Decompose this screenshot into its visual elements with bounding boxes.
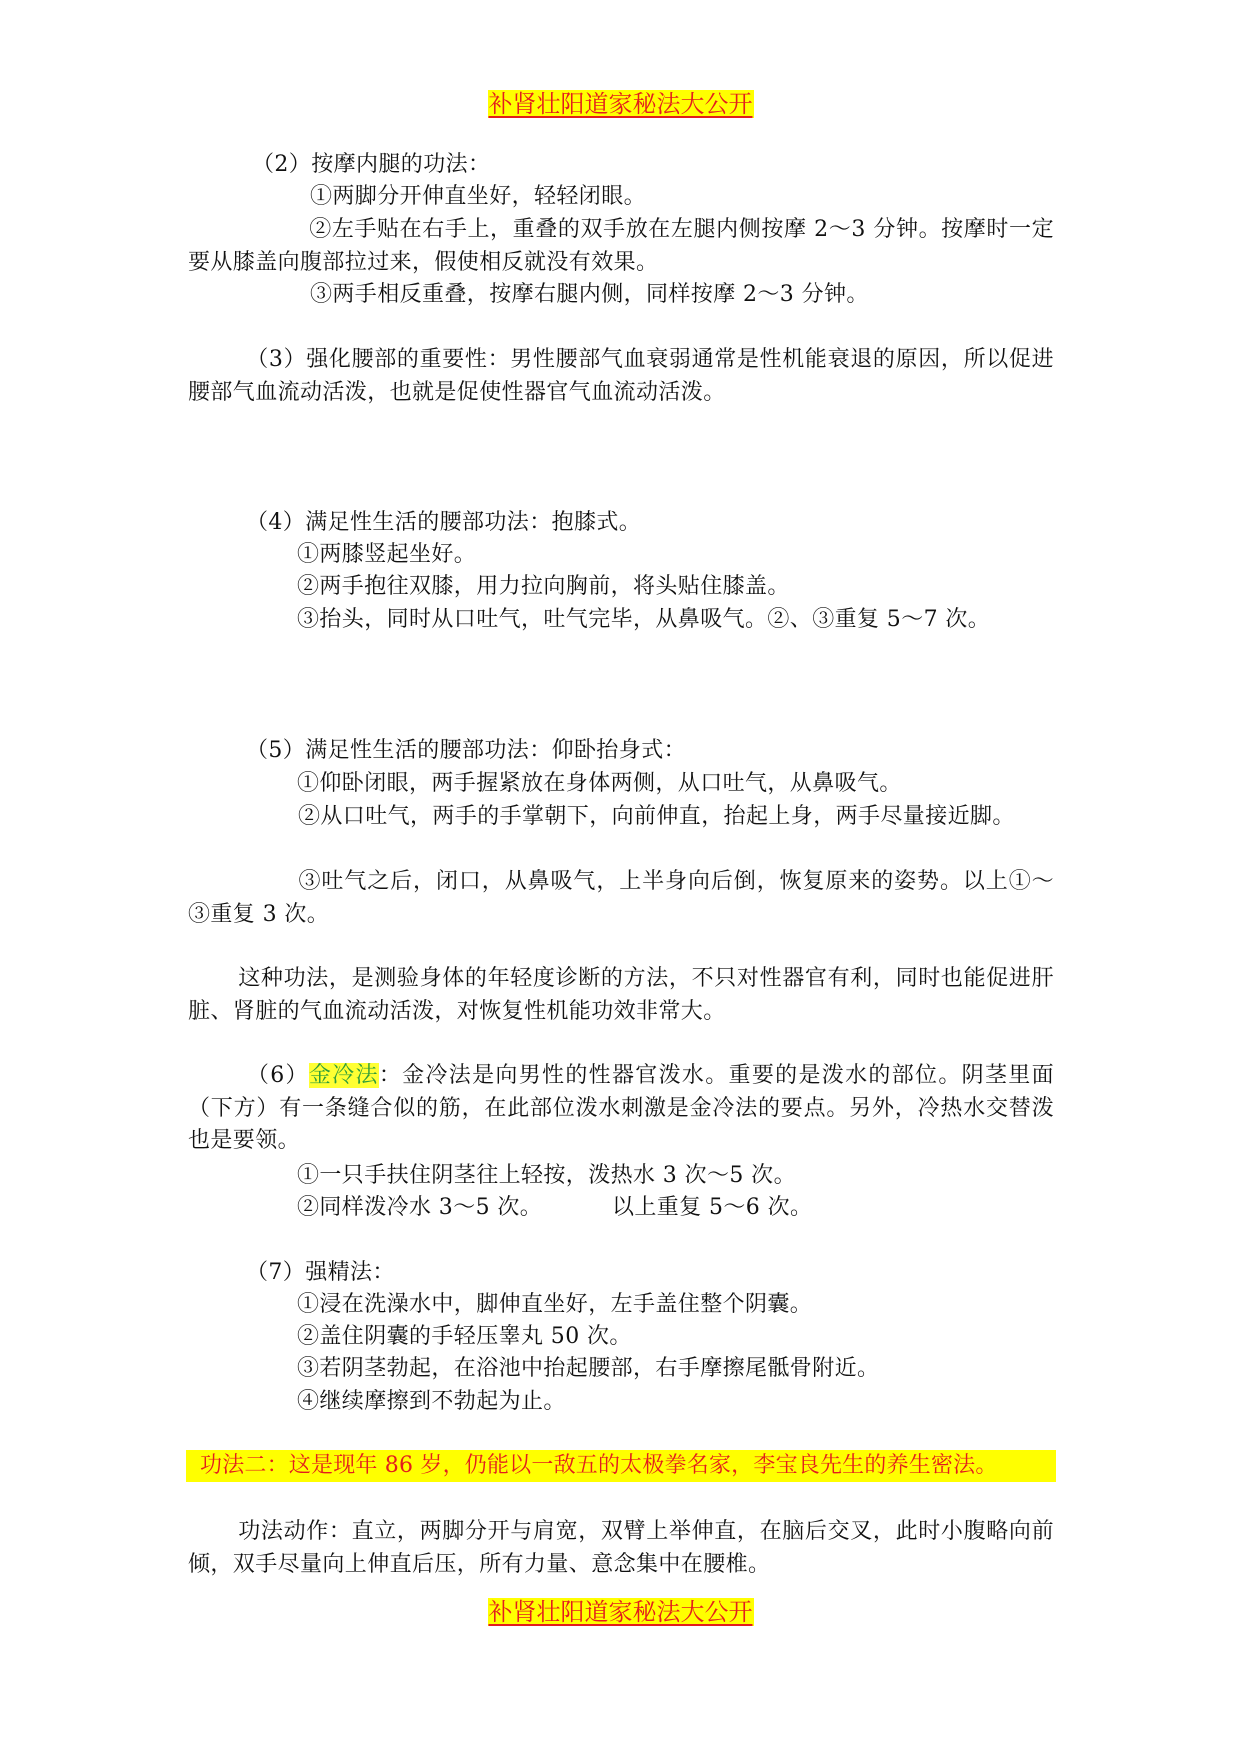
footer-title-text: 补肾壮阳道家秘法大公开 bbox=[488, 1598, 753, 1626]
sec4-step2: ②两手抱往双膝，用力拉向胸前，将头贴住膝盖。 bbox=[297, 574, 790, 599]
sec2-step2 bbox=[188, 214, 1054, 279]
sec5-step3-text: ③吐气之后，闭口，从鼻吸气，上半身向后倒，恢复原来的姿势。以上①～③重复 3 次。 bbox=[188, 869, 1054, 927]
sec7-step3: ③若阴茎勃起，在浴池中抬起腰部，右手摩擦尾骶骨附近。 bbox=[297, 1356, 880, 1381]
sec6-step1: ①一只手扶住阴茎往上轻按，泼热水 3 次～5 次。 bbox=[297, 1163, 796, 1188]
header-title bbox=[0, 88, 1241, 120]
note-paragraph bbox=[188, 963, 1054, 1028]
sec5-heading: （5）满足性生活的腰部功法：仰卧抬身式： bbox=[246, 738, 686, 763]
action-paragraph bbox=[188, 1516, 1054, 1581]
sec2-step3: ③两手相反重叠，按摩右腿内侧，同样按摩 2～3 分钟。 bbox=[310, 282, 869, 307]
sec7-step1: ①浸在洗澡水中，脚伸直坐好，左手盖住整个阴囊。 bbox=[297, 1292, 813, 1317]
sec3-paragraph bbox=[188, 344, 1054, 409]
sec6-text: ：金冷法是向男性的性器官泼水。重要的是泼水的部位。阴茎里面（下方）有一条缝合似的筋，在此部位泼水刺激是金冷法的要点。另外，冷热水交替泼也是要领。 bbox=[188, 1063, 1055, 1153]
sec5-step2-text: ②从口吐气，两手的手掌朝下，向前伸直，抬起上身，两手尽量接近脚。 bbox=[298, 804, 1015, 829]
sec7-step4: ④继续摩擦到不勃起为止。 bbox=[297, 1389, 566, 1414]
sec6-step2b: 以上重复 5～6 次。 bbox=[612, 1195, 813, 1220]
sec4-heading: （4）满足性生活的腰部功法：抱膝式。 bbox=[246, 510, 642, 535]
sec4-step1: ①两膝竖起坐好。 bbox=[297, 542, 477, 567]
sec4-step3: ③抬头，同时从口吐气，吐气完毕，从鼻吸气。②、③重复 5～7 次。 bbox=[297, 607, 991, 632]
sec6-paragraph bbox=[188, 1060, 1054, 1158]
sec2-heading: （2）按摩内腿的功法： bbox=[252, 152, 491, 177]
sec5-step2 bbox=[188, 801, 1054, 834]
sec2-step1: ①两脚分开伸直坐好，轻轻闭眼。 bbox=[310, 184, 647, 209]
sec6-step2: ②同样泼冷水 3～5 次。 bbox=[297, 1195, 543, 1220]
sec5-step3 bbox=[188, 866, 1054, 931]
action-text: 功法动作：直立，两脚分开与肩宽，双臂上举伸直，在脑后交叉，此时小腹略向前倾，双手尽量向上伸直后压，所有力量、意念集中在腰椎。 bbox=[188, 1519, 1054, 1577]
sec7-step2: ②盖住阴囊的手轻压睾丸 50 次。 bbox=[297, 1324, 632, 1349]
sec3-text: （3）强化腰部的重要性：男性腰部气血衰弱通常是性机能衰退的原因，所以促进腰部气血流动活泼，也就是促使性器官气血流动活泼。 bbox=[188, 347, 1054, 405]
sec7-heading: （7）强精法： bbox=[246, 1260, 395, 1285]
sec6-highlight-term: 金冷法 bbox=[308, 1063, 379, 1088]
header-title-text: 补肾壮阳道家秘法大公开 bbox=[488, 90, 753, 118]
sec5-step1: ①仰卧闭眼，两手握紧放在身体两侧，从口吐气，从鼻吸气。 bbox=[297, 771, 902, 796]
footer-title bbox=[0, 1596, 1241, 1628]
method-two-banner-text: 功法二：这是现年 86 岁，仍能以一敌五的太极拳名家，李宝良先生的养生密法。 bbox=[200, 1453, 998, 1478]
sec6-prefix: （6） bbox=[246, 1063, 309, 1088]
method-two-banner bbox=[186, 1450, 1056, 1482]
sec2-step2-text: ②左手贴在右手上，重叠的双手放在左腿内侧按摩 2～3 分钟。按摩时一定要从膝盖向腹部拉过来，假使相反就没有效果。 bbox=[188, 217, 1054, 275]
note-text: 这种功法，是测验身体的年轻度诊断的方法，不只对性器官有利，同时也能促进肝脏、肾脏的气血流动活泼，对恢复性机能功效非常大。 bbox=[188, 966, 1054, 1024]
